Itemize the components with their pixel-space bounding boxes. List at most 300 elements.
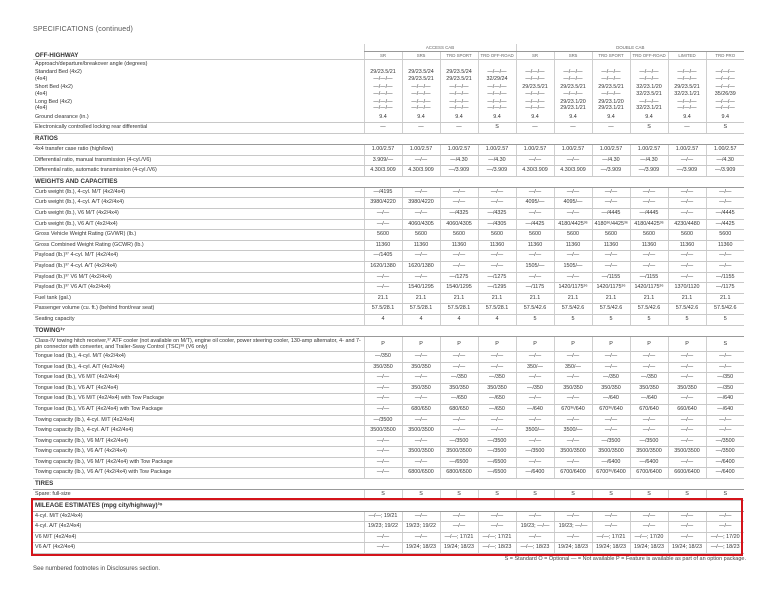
cell-value: —/6400 <box>516 468 554 479</box>
cell-value: —/— <box>478 415 516 426</box>
cell-value: —/650 <box>478 394 516 405</box>
legend: S = Standard O = Optional — = Not available P = Feature is available as part of an option package. <box>504 556 746 562</box>
row-label: Differential ratio, manual transmission (4-cyl./V6) <box>33 155 364 166</box>
cell-value: —/—/— 32/29/24 <box>478 68 516 83</box>
cell-value: —/— <box>668 436 706 447</box>
table-row <box>33 230 744 241</box>
row-label: Seating capacity <box>33 314 364 325</box>
cell-value: —/—; 19/21 <box>364 511 402 522</box>
cell-value: —/—/— —/—/— <box>630 68 668 83</box>
cell-value: —/— <box>364 383 402 394</box>
section-title: OFF-HIGHWAY <box>33 52 364 60</box>
cell-value: —/— <box>706 362 744 373</box>
cell-value: 350/350 <box>402 383 440 394</box>
cell-value: 5600 <box>668 230 706 241</box>
cell-value: 29/23.5/24 29/23.5/21 <box>440 68 478 83</box>
cell-value: —/3500 <box>364 415 402 426</box>
cell-value: —/— <box>554 251 592 262</box>
cell-value: 3980/4220 <box>402 198 440 209</box>
cell-value: S <box>668 490 706 501</box>
table-row <box>33 60 744 69</box>
cell-value: —/— <box>706 351 744 362</box>
cell-value: 11360 <box>706 240 744 251</box>
cell-value: —/— <box>630 261 668 272</box>
cell-value: S <box>516 490 554 501</box>
cell-value: —/—/— —/—/— <box>554 68 592 83</box>
cell-value: —/1155 <box>592 272 630 283</box>
cell-value: S <box>440 490 478 501</box>
cell-value: 4095/— <box>516 198 554 209</box>
cell-value: 1620/1380 <box>402 261 440 272</box>
section-title: TOWING³⁷ <box>33 325 744 336</box>
cell-value: 29/23.1/20 29/23.1/21 <box>554 98 592 113</box>
cell-value: —/3500 <box>630 436 668 447</box>
cell-value: 350/350 <box>364 362 402 373</box>
row-label: Passenger volume (cu. ft.) (behind front/rear seat) <box>33 304 364 315</box>
row-label: Electronically controlled locking rear differential <box>33 123 364 134</box>
cell-value: —/— <box>478 351 516 362</box>
cell-value: S <box>478 490 516 501</box>
section-title: RATIOS <box>33 134 744 145</box>
cell-value: — <box>364 123 402 134</box>
cell-value: —/3.909 <box>478 166 516 177</box>
cell-value: 19/24; 18/23 <box>630 543 668 554</box>
cell-value: 3500/— <box>516 426 554 437</box>
cell-value: 11360 <box>668 240 706 251</box>
cell-value: —/6500 <box>440 457 478 468</box>
cell-value: —/— <box>630 251 668 262</box>
cell-value <box>364 60 402 69</box>
cell-value: 1420/1175³⁶ <box>592 283 630 294</box>
cell-value: —/1155 <box>706 272 744 283</box>
table-row <box>33 261 744 272</box>
cell-value: S <box>630 123 668 134</box>
cell-value: —/—; 17/21 <box>440 532 478 543</box>
cell-value: 9.4 <box>402 113 440 123</box>
cell-value: —/— <box>592 426 630 437</box>
cell-value: —/— <box>440 261 478 272</box>
cell-value: —/1275 <box>440 272 478 283</box>
row-label: Curb weight (lb.), V6 M/T (4x2/4x4) <box>33 209 364 220</box>
cell-value: 57.5/28.1 <box>478 304 516 315</box>
row-label: Tongue load (lb.), V6 M/T (4x2/4x4) <box>33 373 364 384</box>
cell-value: P <box>554 336 592 351</box>
cell-value <box>554 60 592 69</box>
cell-value: 57.5/42.6 <box>592 304 630 315</box>
row-label: Gross Vehicle Weight Rating (GVWR) (lb.) <box>33 230 364 241</box>
cell-value: 4.30/3.909 <box>402 166 440 177</box>
cell-value: 9.4 <box>554 113 592 123</box>
cell-value: —/640 <box>592 394 630 405</box>
cell-value: —/4445 <box>630 209 668 220</box>
cell-value: 9.4 <box>592 113 630 123</box>
cell-value: 21.1 <box>516 293 554 304</box>
cell-value: 350/— <box>516 362 554 373</box>
cell-value: 670³⁶/640 <box>554 404 592 415</box>
row-label: V6 M/T (4x2/4x4) <box>33 532 364 543</box>
cell-value: 1.00/2.57 <box>630 145 668 156</box>
table-row <box>33 283 744 294</box>
cell-value: —/4.30 <box>440 155 478 166</box>
column-header: TRD SPORT <box>592 52 630 60</box>
table-row <box>33 272 744 283</box>
cell-value: 4.30/3.909 <box>554 166 592 177</box>
table-row <box>33 304 744 315</box>
cell-value: —/—/— —/—/— <box>668 68 706 83</box>
cell-value: —/— <box>402 251 440 262</box>
cell-value: —/— <box>630 522 668 533</box>
cell-value: 57.5/42.6 <box>554 304 592 315</box>
cell-value: —/—/— —/—/— <box>402 83 440 98</box>
cell-value: —/— <box>516 532 554 543</box>
cell-value: S <box>478 123 516 134</box>
cell-value: 4180/4425³⁶ <box>630 219 668 230</box>
cell-value <box>440 60 478 69</box>
row-label: Towing capacity (lb.), V6 A/T (4x2/4x4) <box>33 447 364 458</box>
cell-value: 660/640 <box>668 404 706 415</box>
cell-value: —/— <box>364 468 402 479</box>
cell-value: —/— <box>402 373 440 384</box>
cell-value: —/— <box>554 351 592 362</box>
cell-value: 670³⁶/640 <box>592 404 630 415</box>
cell-value: —/— <box>592 415 630 426</box>
cell-value: 11360 <box>630 240 668 251</box>
cell-value: —/— <box>668 373 706 384</box>
cell-value: 29/23.5/21 —/—/— <box>516 83 554 98</box>
cell-value: —/— <box>516 187 554 198</box>
table-row <box>33 240 744 251</box>
cell-value: 1.00/2.57 <box>402 145 440 156</box>
table-row <box>33 145 744 156</box>
section-title: WEIGHTS AND CAPACITIES <box>33 176 744 187</box>
cell-value: —/— <box>630 426 668 437</box>
row-label: Long Bed (4x2) (4x4) <box>35 99 72 112</box>
cell-value: P <box>478 336 516 351</box>
cell-value: —/—/— —/—/— <box>440 83 478 98</box>
cell-value <box>402 60 440 69</box>
cell-value: 1505/— <box>554 261 592 272</box>
cell-value: —/— <box>364 457 402 468</box>
row-label: Curb weight (lb.), V6 A/T (4x2/4x4) <box>33 219 364 230</box>
cell-value: 19/24; 18/23 <box>402 543 440 554</box>
cell-value: —/—; 18/23 <box>706 543 744 554</box>
cell-value: —/3.909 <box>440 166 478 177</box>
cell-value: —/—/— —/—/— <box>364 83 402 98</box>
cell-value: —/—/— —/—/— <box>668 98 706 113</box>
cell-value: — <box>402 123 440 134</box>
table-row <box>33 404 744 415</box>
cell-value: —/4195 <box>364 187 402 198</box>
cell-value: —/— <box>668 187 706 198</box>
cell-value: —/— <box>516 272 554 283</box>
cell-value: P <box>668 336 706 351</box>
table-row <box>33 198 744 209</box>
cell-value: —/350 <box>364 351 402 362</box>
row-label: 4x4 transfer case ratio (high/low) <box>33 145 364 156</box>
table-row <box>33 187 744 198</box>
group-header-row <box>33 44 744 52</box>
cell-value: —/4445 <box>706 209 744 220</box>
table-row <box>33 468 744 479</box>
cell-value: —/— <box>516 457 554 468</box>
cell-value: 21.1 <box>668 293 706 304</box>
cell-value: — <box>592 123 630 134</box>
footer-note: See numbered footnotes in Disclosures section. <box>33 566 161 572</box>
cell-value: —/3500 <box>706 447 744 458</box>
cell-value: 1420/1175³⁶ <box>630 283 668 294</box>
cell-value: 11360 <box>554 240 592 251</box>
cell-value: —/640 <box>630 394 668 405</box>
cell-value: —/— <box>402 155 440 166</box>
cell-value: 350/350 <box>554 383 592 394</box>
row-label: Tongue load (lb.), V6 A/T (4x2/4x4) with Tow Package <box>33 404 364 415</box>
column-header: TRD OFF-ROAD <box>630 52 668 60</box>
cell-value: 680/650 <box>440 404 478 415</box>
cell-value: 1.00/2.57 <box>706 145 744 156</box>
cell-value: 5 <box>668 314 706 325</box>
cell-value: —/— <box>478 426 516 437</box>
cell-value: S <box>706 490 744 501</box>
cell-value: —/—; 17/20 <box>630 532 668 543</box>
cell-value: —/— <box>402 351 440 362</box>
cell-value: 57.5/42.6 <box>706 304 744 315</box>
cell-value: —/— <box>630 362 668 373</box>
table-row <box>33 415 744 426</box>
cell-value: 1540/1295 <box>402 283 440 294</box>
cell-value: 6800/6500 <box>440 468 478 479</box>
cell-value: 680/650 <box>402 404 440 415</box>
cell-value: —/350 <box>630 373 668 384</box>
cell-value: —/— <box>478 522 516 533</box>
row-label: Spare: full-size <box>33 490 364 501</box>
cell-value: —/3.909 <box>592 166 630 177</box>
cell-value: —/3500 <box>440 436 478 447</box>
cell-value: 3500/3500 <box>668 447 706 458</box>
cell-value: P <box>630 336 668 351</box>
row-label: Ground clearance (in.) <box>33 113 364 123</box>
cell-value: 6600/6400 <box>668 468 706 479</box>
cell-value: 1505/— <box>516 261 554 272</box>
column-header: TRD OFF-ROAD <box>478 52 516 60</box>
cell-value: 5600 <box>478 230 516 241</box>
cell-value: 11360 <box>592 240 630 251</box>
cell-value: —/— <box>516 394 554 405</box>
cell-value: 19/24; 18/23 <box>592 543 630 554</box>
table-row <box>33 155 744 166</box>
section-header <box>33 479 744 490</box>
cell-value: 4 <box>402 314 440 325</box>
cell-value: —/— <box>668 394 706 405</box>
cell-value: —/— <box>668 209 706 220</box>
cell-value: 9.4 <box>364 113 402 123</box>
cell-value: —/— <box>440 511 478 522</box>
cell-value: —/— <box>364 543 402 554</box>
cell-value: —/— <box>516 373 554 384</box>
page-title: SPECIFICATIONS (continued) <box>33 26 133 33</box>
cell-value: 29/23.5/21 32/23.1/21 <box>668 83 706 98</box>
cell-value: 350/350 <box>402 362 440 373</box>
cell-value: —/— <box>364 532 402 543</box>
cell-value: — <box>668 123 706 134</box>
cell-value: 32/23.1/20 32/23.5/21 <box>630 83 668 98</box>
cell-value: —/6400 <box>706 457 744 468</box>
cell-value: —/—; 17/20 <box>706 532 744 543</box>
section-header <box>33 176 744 187</box>
cell-value: S <box>706 336 744 351</box>
table-row <box>33 219 744 230</box>
cell-value: 9.4 <box>668 113 706 123</box>
cell-value: —/6400 <box>706 468 744 479</box>
cell-value <box>516 60 554 69</box>
cell-value: S <box>630 490 668 501</box>
row-label: Towing capacity (lb.), 4-cyl. M/T (4x2/4x4) <box>33 415 364 426</box>
cell-value: —/3500 <box>516 447 554 458</box>
table-row <box>33 373 744 384</box>
row-label: Gross Combined Weight Rating (GCWR) (lb.) <box>33 240 364 251</box>
cell-value: —/— <box>440 251 478 262</box>
cell-value: 57.5/42.6 <box>516 304 554 315</box>
cell-value: —/4425 <box>706 219 744 230</box>
cell-value: —/— <box>554 373 592 384</box>
cell-value: 4060/4305 <box>440 219 478 230</box>
cell-value: 3500/3500 <box>630 447 668 458</box>
cell-value: 5 <box>592 314 630 325</box>
cell-value: 1370/1120 <box>668 283 706 294</box>
cell-value: —/— <box>402 415 440 426</box>
cell-value: —/6400 <box>592 457 630 468</box>
section-header <box>33 134 744 145</box>
cell-value: —/4305 <box>478 219 516 230</box>
cell-value: 670/640 <box>630 404 668 415</box>
cell-value: —/— <box>592 251 630 262</box>
cell-value: —/3500 <box>478 447 516 458</box>
column-header: SR5 <box>402 52 440 60</box>
row-label: Differential ratio, automatic transmission (4-cyl./V6) <box>33 166 364 177</box>
cell-value: —/— <box>478 187 516 198</box>
cell-value: —/—/— —/—/— <box>478 83 516 98</box>
cell-value: —/— <box>668 522 706 533</box>
cell-value: —/3500 <box>706 436 744 447</box>
cell-value: 5 <box>516 314 554 325</box>
row-label: Approach/departure/breakover angle (degrees) <box>35 61 148 67</box>
cell-value: —/— <box>554 187 592 198</box>
table-row <box>33 436 744 447</box>
cell-value: —/6500 <box>478 468 516 479</box>
cell-value: —/— <box>630 351 668 362</box>
row-label: Payload (lb.)³⁷ 4-cyl. A/T (4x2/4x4) <box>33 261 364 272</box>
cell-value: —/— <box>364 272 402 283</box>
cell-value: —/—/— —/—/— <box>478 98 516 113</box>
cell-value: —/— <box>516 511 554 522</box>
cell-value: 21.1 <box>554 293 592 304</box>
cell-value: —/4.30 <box>592 155 630 166</box>
cell-value: —/— <box>668 532 706 543</box>
cell-value: — <box>440 123 478 134</box>
cell-value: 19/24; 18/23 <box>554 543 592 554</box>
cell-value: 5 <box>554 314 592 325</box>
cell-value: — <box>516 123 554 134</box>
cell-value: —/— <box>668 251 706 262</box>
cell-value: —/3.909 <box>668 166 706 177</box>
cell-value: 29/23.5/24 29/23.5/21 <box>402 68 440 83</box>
cell-value: —/— <box>516 351 554 362</box>
cell-value: 5600 <box>402 230 440 241</box>
section-header <box>33 325 744 336</box>
table-row <box>33 426 744 437</box>
cell-value: 11360 <box>402 240 440 251</box>
cell-value: 11360 <box>440 240 478 251</box>
cell-value: P <box>592 336 630 351</box>
cell-value: —/— <box>554 209 592 220</box>
row-label: Curb weight (lb.), 4-cyl. M/T (4x2/4x4) <box>33 187 364 198</box>
specifications-table <box>33 44 744 554</box>
cell-value: —/—; 17/21 <box>592 532 630 543</box>
cell-value: —/— <box>478 198 516 209</box>
cell-value <box>668 60 706 69</box>
cell-value: S <box>402 490 440 501</box>
cell-value: —/— <box>592 511 630 522</box>
cell-value: 350/350 <box>668 383 706 394</box>
table-row <box>33 383 744 394</box>
column-header: SR <box>516 52 554 60</box>
cell-value: —/1405 <box>364 251 402 262</box>
cell-value: —/— <box>364 209 402 220</box>
cell-value: 57.5/28.1 <box>402 304 440 315</box>
cell-value: —/— <box>668 426 706 437</box>
cell-value: P <box>364 336 402 351</box>
cell-value: 4.30/3.909 <box>516 166 554 177</box>
table-row <box>33 293 744 304</box>
cell-value: —/4.30 <box>630 155 668 166</box>
table-row <box>33 83 744 98</box>
row-label: Tongue load (lb.), 4-cyl. A/T (4x2/4x4) <box>33 362 364 373</box>
row-label: Towing capacity (lb.), V6 M/T (4x2/4x4) with Tow Package <box>33 457 364 468</box>
cell-value: 9.4 <box>440 113 478 123</box>
cell-value: 350/350 <box>592 383 630 394</box>
cell-value: —/3500 <box>478 436 516 447</box>
row-label: Standard Bed (4x2) (4x4) <box>35 69 82 82</box>
cell-value: —/1295 <box>478 283 516 294</box>
row-label: Class-IV towing hitch receiver,³⁷ ATF cooler (not available on M/T), engine oil cooler, power steering cooler, 130-amp alternator, 4- and 7-pin connector with converter, and Trailer-Sway Control (TSC)³⁸ (V6 only) <box>33 336 364 351</box>
cell-value: —/— <box>668 415 706 426</box>
cell-value: —/—/— 32/23.1/21 <box>630 98 668 113</box>
table-row <box>33 447 744 458</box>
cell-value: —/— <box>402 209 440 220</box>
cell-value: —/— <box>706 522 744 533</box>
cell-value: 1620/1380 <box>364 261 402 272</box>
cell-value: 350/— <box>554 362 592 373</box>
cell-value: S <box>554 490 592 501</box>
cell-value: —/— <box>668 198 706 209</box>
cell-value: P <box>402 336 440 351</box>
row-label: Payload (lb.)³⁷ V6 M/T (4x2/4x4) <box>33 272 364 283</box>
cell-value: 1.00/2.57 <box>554 145 592 156</box>
cell-value: 4060/4305 <box>402 219 440 230</box>
row-label: Tongue load (lb.), 4-cyl. M/T (4x2/4x4) <box>33 351 364 362</box>
cell-value: —/— <box>592 198 630 209</box>
cell-value: —/— <box>706 426 744 437</box>
cell-value: S <box>592 490 630 501</box>
cell-value: 9.4 <box>516 113 554 123</box>
cell-value: 6700³⁶/6400 <box>592 468 630 479</box>
cell-value: —/— <box>364 394 402 405</box>
cell-value: S <box>364 490 402 501</box>
cell-value: —/6400 <box>630 457 668 468</box>
cell-value: —/650 <box>440 394 478 405</box>
cell-value: —/— <box>402 394 440 405</box>
row-label: V6 A/T (4x2/4x4) <box>33 543 364 554</box>
cell-value: —/4445 <box>592 209 630 220</box>
